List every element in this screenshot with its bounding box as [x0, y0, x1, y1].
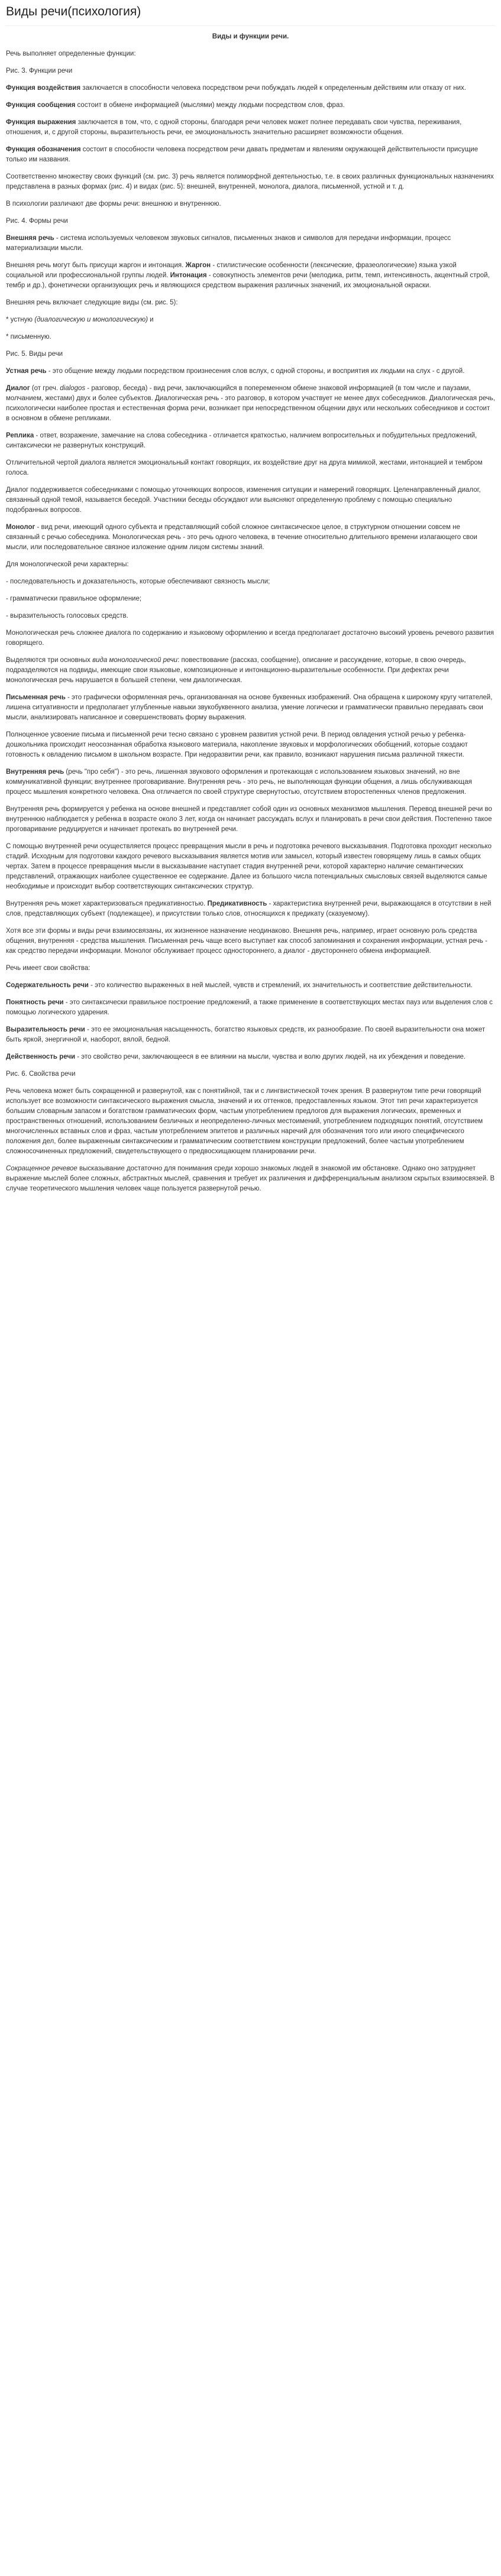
paragraph-three-kinds: Выделяются три основных вида монологической речи: повествование (рассказ, сообщение), описание и рассуждение, которые, в свою очередь, подразделяются на подвиды, имеющие свои языковые, композиционные и интонационно-выразительные особенности. При дефектах речи монологическая речь нарушается в большей степени, чем диалогическая.	[6, 657, 466, 684]
paragraph-monolog: Монолог - вид речи, имеющий одного субъекта и представляющий собой сложное синтаксическое целое, в структурном отношении совсем не связанный с речью собеседника. Монологическая речь - это речь одного человека, в течение относительно длительного времени излагающего свои мысли, или последовательное связное изложение одним лицом системы знаний.	[6, 524, 477, 551]
term: Выразительность речи	[6, 1026, 85, 1033]
paragraph-chars: Для монологической речи характерны:	[6, 561, 129, 568]
figure-caption-6: Рис. 6. Свойства речи	[6, 1070, 76, 1078]
term: Предикативность	[207, 900, 267, 907]
paragraph-predicativity: Внутренняя речь может характеризоваться предикативностью. Предикативность - характеристика внутренней речи, выражающаяся в отсутствии в ней слов, представляющих субъект (подлежащее), и присутствии только слов, относящихся к предикату (сказуемому).	[6, 900, 492, 917]
figure-caption-4: Рис. 4. Формы речи	[6, 218, 68, 225]
paragraph-oral: Устная речь - это общение между людьми посредством произнесения слов вслух, с одной стороны, и восприятия их людьми на слух - с другой.	[6, 368, 465, 375]
page-title: Виды речи(психология)	[6, 0, 495, 26]
function-message: Функция сообщения состоит в обмене информацией (мыслями) между людьми посредством слов, фраз.	[6, 102, 345, 109]
intro-paragraph: Речь выполняет определенные функции:	[6, 50, 136, 57]
paragraph-feature: Отличительной чертой диалога является эмоциональный контакт говорящих, их воздействие друг на друга мимикой, жестами, интонацией и тембром голоса.	[6, 459, 483, 476]
term: Понятность речи	[6, 999, 64, 1006]
term: Жаргон	[185, 262, 211, 269]
list-item: - выразительность голосовых средств.	[6, 612, 128, 619]
paragraph-internal-3: С помощью внутренней речи осуществляется процесс превращения мысли в речь и подготовка речевого высказывания. Подготовка проходит несколько стадий. Исходным для подготовки каждого речевого высказывания является мотив или замысел, который известен говорящему лишь в самых общих чертах. Затем в процессе превращения мысли в высказывание наступает стадия внутренней речи, которой характерно наличие семантических представлений, отражающих наиболее существенное ее содержание. Далее из большого числа потенциальных смысловых связей выделяются самые необходимые и происходит выбор соответствующих синтаксических структур.	[6, 843, 492, 890]
paragraph-external: Внешняя речь - система используемых человеком звуковых сигналов, письменных знаков и символов для передачи информации, процесс материализации мысли.	[6, 235, 451, 252]
function-influence: Функция воздействия заключается в способности человека посредством речи побуждать людей к определенным действиям или отказу от них.	[6, 85, 466, 92]
article-heading: Виды и функции речи.	[212, 33, 289, 40]
term: Внешняя речь	[6, 235, 54, 242]
paragraph-jargon: Внешняя речь могут быть присущи жаргон и интонация. Жаргон - стилистические особенности (лексические, фразеологические) языка узкой социальной или профессиональной группы людей. Интонация - совокупность элементов речи (мелодика, ритм, темп, интенсивность, акцентный строй, тембр и др.), фонетически организующих речь и являющихся средством выражения различных значений, их эмоциональной окраски.	[6, 262, 490, 289]
property-expressiveness: Выразительность речи - это ее эмоциональная насыщенность, богатство языковых средств, их разнообразие. По своей выразительности она может быть яркой, энергичной и, наоборот, вялой, бедной.	[6, 1026, 486, 1043]
paragraph-dominance: Хотя все эти формы и виды речи взаимосвязаны, их жизненное назначение неодинаково. Внешняя речь, например, играет основную роль средства общения, внутренняя - средства мышления. Письменная речь чаще всего выступает как способ запоминания и сохранения информации, устная речь - как средство передачи информации. Монолог обслуживает процесс одностороннего, а диалог - двустороннего обмена информацией.	[6, 927, 487, 955]
paragraph-support: Диалог поддерживается собеседниками с помощью уточняющих вопросов, изменения ситуации и намерений говорящих. Целенаправленный диалог, связанный одной темой, называется беседой. Участники беседы обсуждают или выясняют определенную проблему с помощью специально подобранных вопросов.	[6, 486, 481, 514]
figure-caption-3: Рис. 3. Функции речи	[6, 67, 73, 74]
term: Монолог	[6, 524, 35, 531]
term: Действенность речи	[6, 1053, 76, 1060]
paragraph-mono-complex: Монологическая речь сложнее диалога по содержанию и языковому оформлению и всегда предполагает достаточно высокий уровень речевого развития говорящего.	[6, 630, 494, 647]
function-expression: Функция выражения заключается в том, что, с одной стороны, благодаря речи человек может полнее передавать свои чувства, переживания, отношения, и, с другой стороны, выразительность речи, ее эмоциональность значительно расширяет возможности общения.	[6, 119, 462, 136]
paragraph-totality: Соответственно множеству своих функций (см. рис. 3) речь является полиморфной деятельностью, т.е. в своих различных функциональных назначениях представлена в разных формах (рис. 4) и видах (рис. 5): внешней, внутренней, монолога, диалога, письменной, устной и т. д.	[6, 173, 494, 190]
paragraph-reduced: Речь человека может быть сокращенной и развернутой, как с понятийной, так и с лингвистической точек зрения. В развернутом типе речи говорящий использует все возможности синтаксического выражения смысла, значений и их оттенков, предоставленных языком. Этот тип речи характеризуется большим словарным запасом и богатством грамматических форм, частым употреблением предлогов для выражения логических, временных и пространственных отношений, использованием безличных и неопределенно-личных местоимений, употреблением подходящих понятий, отсутствием многочисленных вставных слов и фраз, частым употреблением эпитетов и различных наречий для обозначения того или иного специфического положения дел, более выраженным синтаксическим и грамматическим соответствием конструкции предложений, более частым употреблением сложносочиненных предложений, свидетельствующего о предвосхищающем планировании речи.	[6, 1088, 483, 1155]
paragraph-two-forms: В психологии различают две формы речи: внешнюю и внутреннюю.	[6, 200, 221, 207]
page	[0, 0, 501, 1194]
list-item-written: * письменную.	[6, 333, 51, 340]
article-body	[6, 26, 495, 1194]
list-item: - последовательность и доказательность, которые обеспечивают связность мысли;	[6, 578, 270, 585]
paragraph-internal-2: Внутренняя речь формируется у ребенка на основе внешней и представляет собой один из основных механизмов мышления. Перевод внешней речи во внутреннюю наблюдается у ребенка в возрасте около 3 лет, когда он начинает рассуждать вслух и планировать в речи свои действия. Постепенно такое проговаривание редуцируется и начинает протекать во внутренней речи.	[6, 806, 492, 833]
term: Функция воздействия	[6, 85, 81, 92]
paragraph-dialog: Диалог (от греч. dialogos - разговор, беседа) - вид речи, заключающийся в попеременном обмене знаковой информацией (в том числе и паузами, молчанием, жестами) двух и более субъектов. Диалогическая речь - это разговор, в котором участвует не менее двух собеседников. Диалогическая речь, психологически наиболее простая и естественная форма речи, возникает при непосредственном общении двух или нескольких собеседников и состоит в основном в обмене репликами.	[6, 385, 495, 422]
term: Функция обозначения	[6, 146, 81, 153]
term: Диалог	[6, 385, 30, 392]
term: Функция выражения	[6, 119, 76, 126]
term: Устная речь	[6, 368, 47, 375]
list-item: - грамматически правильное оформление;	[6, 595, 142, 602]
list-item-oral: * устную (диалогическую и монологическую) и	[6, 316, 154, 323]
paragraph-internal: Внутренняя речь (речь "про себя") - это речь, лишенная звукового оформления и протекающая с использованием языковых значений, но вне коммуникативной функции; внутреннее проговаривание. Внутренняя речь - это речь, не выполняющая функции общения, а лишь обслуживающая процесс мышления конкретного человека. Она отличается по своей структуре свернутостью, отсутствием второстепенных членов предложения.	[6, 768, 472, 796]
property-effectiveness: Действенность речи - это свойство речи, заключающееся в ее влиянии на мысли, чувства и волю других людей, на их убеждения и поведение.	[6, 1053, 466, 1060]
paragraph-properties-intro: Речь имеет свои свойства:	[6, 965, 90, 972]
term: Содержательность речи	[6, 982, 89, 989]
paragraph-external-types: Внешняя речь включает следующие виды (см. рис. 5):	[6, 299, 178, 306]
paragraph-last: Сокращенное речевое высказывание достаточно для понимания среди хорошо знакомых людей в знакомой им обстановке. Однако оно затрудняет выражение мыслей более сложных, абстрактных мыслей, сравнения и требует их различения и дифференциальным анализом скрытых взаимосвязей. В случае теоретического мышления человек чаще пользуется развернутой речью.	[6, 1165, 495, 1192]
figure-caption-5: Рис. 5. Виды речи	[6, 351, 63, 358]
property-clarity: Понятность речи - это синтаксически правильное построение предложений, а также применение в соответствующих местах пауз или выделения слов с помощью логического ударения.	[6, 999, 493, 1016]
function-designation: Функция обозначения состоит в способности человека посредством речи давать предметам и явлениям окружающей действительности присущие только им названия.	[6, 146, 479, 163]
term: Внутренняя речь	[6, 768, 64, 776]
paragraph-written-2: Полноценное усвоение письма и письменной речи тесно связано с уровнем развития устной речи. В период овладения устной речью у ребенка-дошкольника происходит неосознанная обработка языкового материала, накопление звуковых и морфологических обобщений, которые создают готовность к овладению письмом в школьном возрасте. При недоразвитии речи, как правило, возникают нарушения письма различной тяжести.	[6, 731, 468, 758]
term: Реплика	[6, 432, 34, 439]
paragraph-replica: Реплика - ответ, возражение, замечание на слова собеседника - отличается краткостью, наличием вопросительных и побудительных предложений, синтаксически не развернутых конструкций.	[6, 432, 477, 449]
term: Письменная речь	[6, 694, 66, 701]
term: Интонация	[170, 272, 207, 279]
property-content: Содержательность речи - это количество выраженных в ней мыслей, чувств и стремлений, их значительность и соответствие действительности.	[6, 982, 473, 989]
term: Функция сообщения	[6, 102, 76, 109]
paragraph-written: Письменная речь - это графически оформленная речь, организованная на основе буквенных изображений. Она обращена к широкому кругу читателей, лишена ситуативности и предполагает углубленные навыки звукобуквенного анализа, умение логически и грамматически правильно передавать свои мысли, анализировать написанное и совершенствовать форму выражения.	[6, 694, 493, 721]
